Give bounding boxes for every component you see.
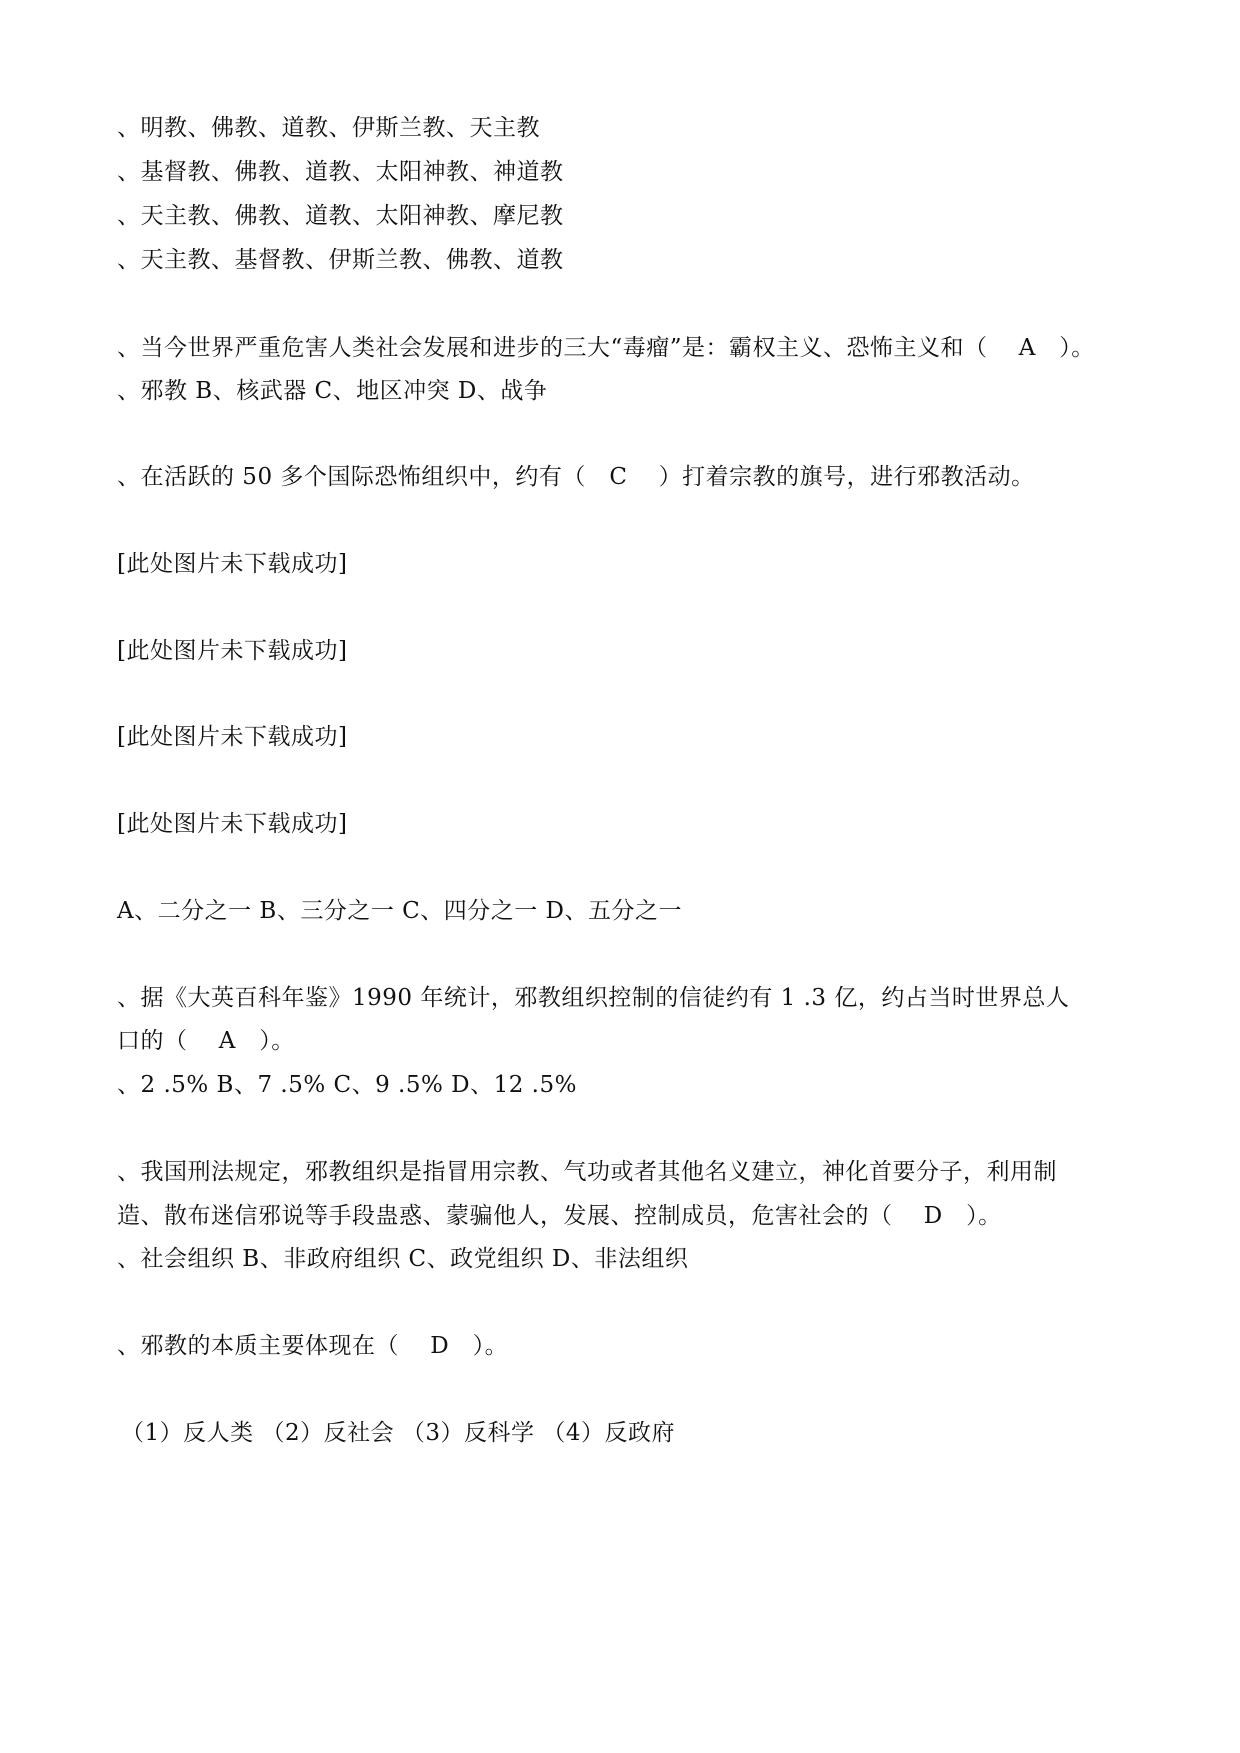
question-options: A、二分之一 B、三分之一 C、四分之一 D、五分之一 [117,898,682,924]
question-stem: 、我国刑法规定，邪教组织是指冒用宗教、气功或者其他名义建立，神化首要分子，利用制 [117,1159,1057,1185]
question-stem: 、邪教的本质主要体现在（ D ）。 [117,1333,509,1359]
option-line: 、明教、佛教、道教、伊斯兰教、天主教 [117,115,540,141]
question-options: 、邪教 B、核武器 C、地区冲突 D、战争 [117,378,548,404]
option-line: 、天主教、佛教、道教、太阳神教、摩尼教 [117,203,564,229]
option-line: 、天主教、基督教、伊斯兰教、佛教、道教 [117,247,564,273]
question-items: （1）反人类 （2）反社会 （3）反科学 （4）反政府 [121,1420,675,1446]
question-stem: 、据《大英百科年鉴》1990 年统计，邪教组织控制的信徒约有 1 .3 亿，约占当时世界总人 [117,985,1070,1011]
image-placeholder: [此处图片未下载成功] [117,551,348,577]
image-placeholder: [此处图片未下载成功] [117,811,348,837]
image-placeholder: [此处图片未下载成功] [117,724,348,750]
option-line: 、基督教、佛教、道教、太阳神教、神道教 [117,159,564,185]
question-options: 、2 .5% B、7 .5% C、9 .5% D、12 .5% [117,1072,577,1098]
question-stem-continued: 口的（ A ）。 [117,1028,295,1054]
question-stem: 、当今世界严重危害人类社会发展和进步的三大“毒瘤”是：霸权主义、恐怖主义和（ A ）。 [117,335,1095,361]
image-placeholder: [此处图片未下载成功] [117,638,348,664]
question-stem: 、在活跃的 50 多个国际恐怖组织中，约有（ C ）打着宗教的旗号，进行邪教活动。 [117,464,1035,490]
question-stem-continued: 造、散布迷信邪说等手段蛊惑、蒙骗他人，发展、控制成员，危害社会的（ D ）。 [117,1203,1002,1229]
question-options: 、社会组织 B、非政府组织 C、政党组织 D、非法组织 [117,1246,689,1272]
